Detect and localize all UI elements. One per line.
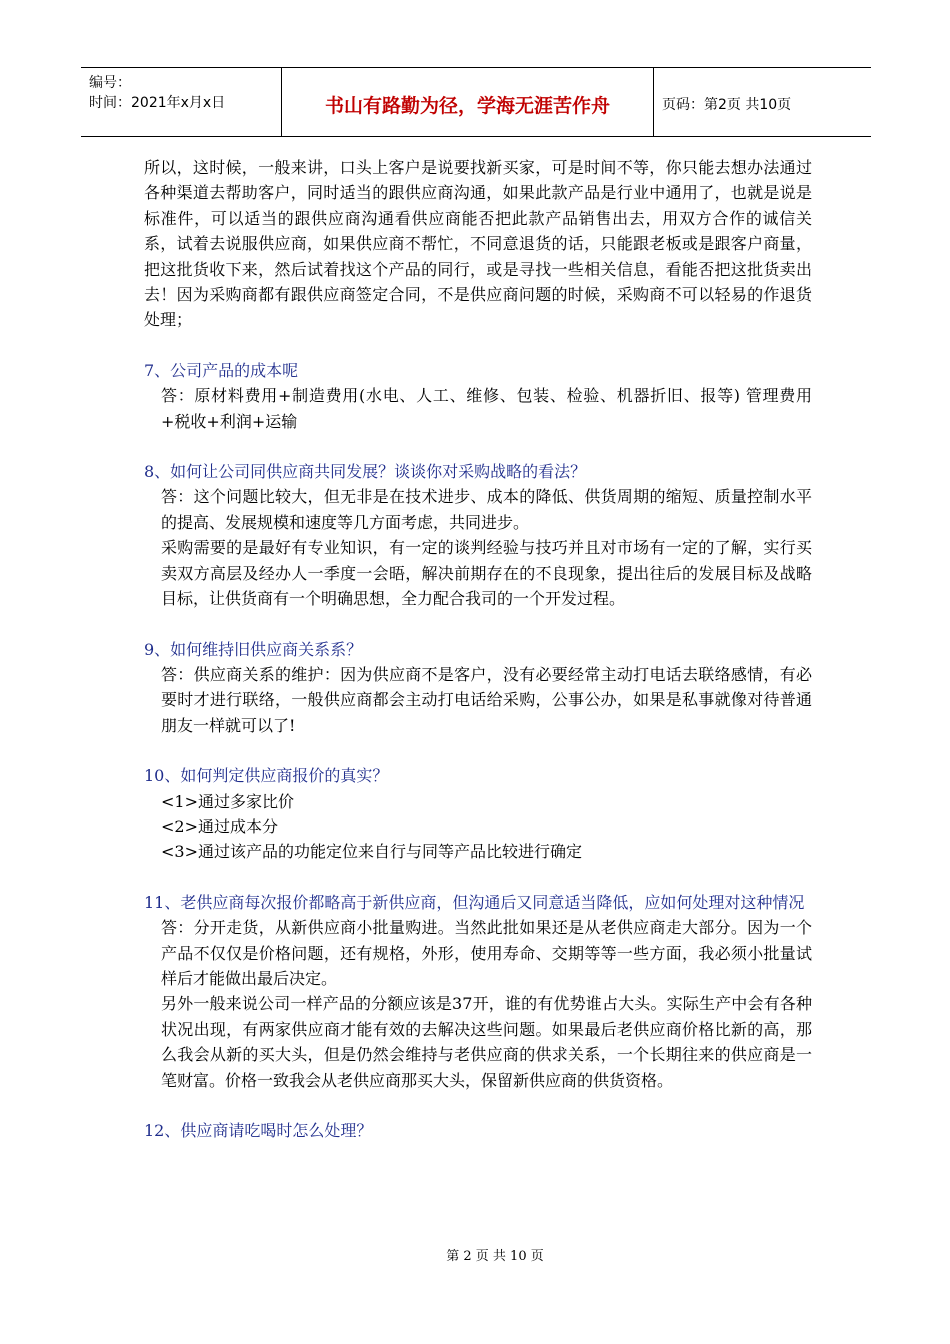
document-time-label: 时间：2021年x月x日 bbox=[89, 95, 226, 111]
document-number-label: 编号： bbox=[89, 75, 131, 91]
question-heading: 9、如何维持旧供应商关系系？ bbox=[144, 639, 363, 659]
paragraph: 所以，这时候，一般来讲，口头上客户是说要找新买家，可是时间不等，你只能去想办法通过各种渠道去帮助客户，同时适当的跟供应商沟通，如果此款产品是行业中通用了，也就是说是标准件，可以适当的跟供应商沟通看供应商能否把此款产品销售出去，用双方合作的诚信关系，试着去说服供应商，如果供应商不帮忙，不同意退货的话，只能跟老板或是跟客户商量，把这批货收下来，然后试着找这个产品的同行，或是寻找一些相关信息，看能否把这批货卖出去！因为采购商都有跟供应商签定合同，不是供应商问题的时候，采购商不可以轻易的作退货处理； bbox=[144, 158, 812, 330]
answer-paragraph: 另外一般来说公司一样产品的分额应该是37开，谁的有优势谁占大头。实际生产中会有各种状况出现，有两家供应商才能有效的去解决这些问题。如果最后老供应商价格比新的高，那么我会从新的买大头，但是仍然会维持与老供应商的供求关系，一个长期往来的供应商是一笔财富。价格一致我会从老供应商那买大头，保留新供应商的供货资格。 bbox=[161, 994, 812, 1090]
header-motto: 书山有路勤为径，学海无涯苦作舟 bbox=[282, 68, 654, 136]
answer-paragraph: 采购需要的是最好有专业知识，有一定的谈判经验与技巧并且对市场有一定的了解，实行买卖双方高层及经办人一季度一会晤，解决前期存在的不良现象，提出往后的发展目标及战略目标，让供货商有一个明确思想，全力配合我司的一个开发过程。 bbox=[161, 538, 812, 609]
list-item: <1>通过多家比价 bbox=[161, 791, 294, 811]
answer-paragraph: 答：这个问题比较大，但无非是在技术进步、成本的降低、供货周期的缩短、质量控制水平的提高、发展规模和速度等几方面考虑，共同进步。 bbox=[161, 487, 812, 532]
document-body bbox=[144, 155, 812, 1143]
list-item: <2>通过成本分 bbox=[161, 816, 278, 836]
question-heading: 7、公司产品的成本呢 bbox=[144, 360, 299, 380]
list-item: <3>通过该产品的功能定位来自行与同等产品比较进行确定 bbox=[161, 842, 582, 862]
header-meta bbox=[81, 68, 282, 136]
question-heading: 12、供应商请吃喝时怎么处理？ bbox=[144, 1121, 373, 1140]
question-heading: 11、老供应商每次报价都略高于新供应商，但沟通后又同意适当降低，应如何处理对这种情况 bbox=[144, 892, 805, 912]
answer-paragraph: 答：原材料费用+制造费用(水电、人工、维修、包装、检验、机器折旧、报等) 管理费用+税收+利润+运输 bbox=[161, 386, 812, 431]
question-heading: 10、如何判定供应商报价的真实？ bbox=[144, 766, 389, 786]
header-page-number: 页码：第2页 共10页 bbox=[662, 97, 792, 113]
page-header bbox=[81, 67, 871, 137]
question-heading: 8、如何让公司同供应商共同发展？谈谈你对采购战略的看法？ bbox=[144, 462, 587, 482]
page-footer: 第 2 页 共 10 页 bbox=[446, 1249, 544, 1264]
answer-paragraph: 答：分开走货，从新供应商小批量购进。当然此批如果还是从老供应商走大部分。因为一个产品不仅仅是价格问题，还有规格，外形，使用寿命、交期等等一些方面，我必须小批量试样后才能做出最后决定。 bbox=[161, 918, 812, 988]
answer-paragraph: 答：供应商关系的维护：因为供应商不是客户，没有必要经常主动打电话去联络感情，有必要时才进行联络，一般供应商都会主动打电话给采购，公事公办，如果是私事就像对待普通朋友一样就可以了! bbox=[161, 664, 812, 735]
